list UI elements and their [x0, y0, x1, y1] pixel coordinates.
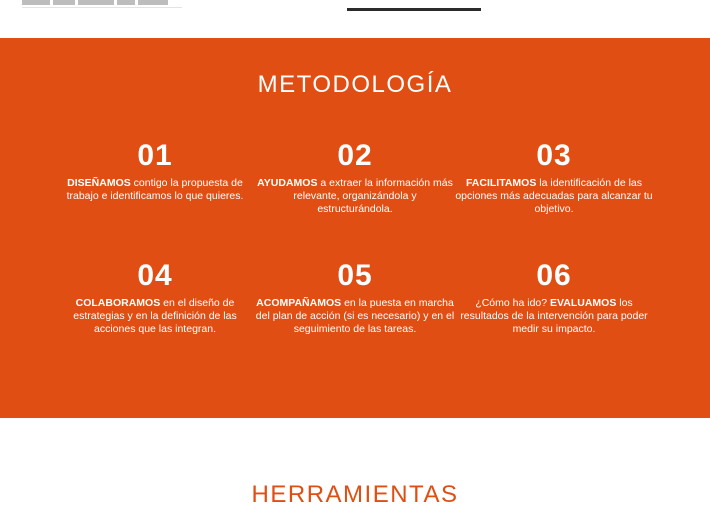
step-01 — [55, 139, 255, 203]
step-number: 06 — [536, 259, 572, 292]
step-05 — [255, 259, 455, 336]
step-body: en el diseño de estrategias y en la definición de las acciones que las integran. — [73, 297, 237, 335]
step-02 — [255, 139, 455, 216]
step-lead: COLABORAMOS — [75, 297, 161, 309]
step-description — [55, 297, 255, 336]
step-06 — [454, 259, 654, 336]
step-description — [454, 177, 654, 216]
step-prefix: ¿Cómo ha ido? — [475, 297, 551, 309]
methodology-section — [0, 38, 710, 418]
step-body: la identificación de las opciones más adecuadas para alcanzar tu objetivo. — [455, 177, 653, 215]
step-lead: FACILITAMOS — [465, 177, 537, 189]
tools-title: HERRAMIENTAS — [251, 481, 459, 508]
step-03 — [454, 139, 654, 216]
step-number: 04 — [137, 259, 173, 292]
step-lead: EVALUAMOS — [550, 297, 617, 309]
brand-logo[interactable] — [22, 0, 182, 8]
step-body: contigo la propuesta de trabajo e identificamos lo que quieres. — [66, 177, 244, 202]
step-number: 05 — [337, 259, 373, 292]
methodology-title: METODOLOGÍA — [257, 71, 453, 98]
step-number: 03 — [536, 139, 572, 172]
step-lead: DISEÑAMOS — [67, 177, 131, 189]
step-body: en la puesta en marcha del plan de acción (si es necesario) y en el seguimiento de las tareas. — [255, 297, 455, 335]
step-04 — [55, 259, 255, 336]
step-lead: ACOMPAÑAMOS — [256, 297, 342, 309]
top-header-strip — [0, 0, 710, 38]
step-body: a extraer la información más relevante, organizándola y estructurándola. — [293, 177, 453, 215]
step-description — [255, 177, 455, 216]
step-body: los resultados de la intervención para poder medir su impacto. — [460, 297, 648, 335]
step-number: 02 — [337, 139, 373, 172]
step-description — [454, 297, 654, 336]
step-description — [255, 297, 455, 336]
step-description — [55, 177, 255, 203]
step-number: 01 — [137, 139, 173, 172]
step-lead: AYUDAMOS — [257, 177, 318, 189]
active-nav-underline — [347, 8, 481, 11]
